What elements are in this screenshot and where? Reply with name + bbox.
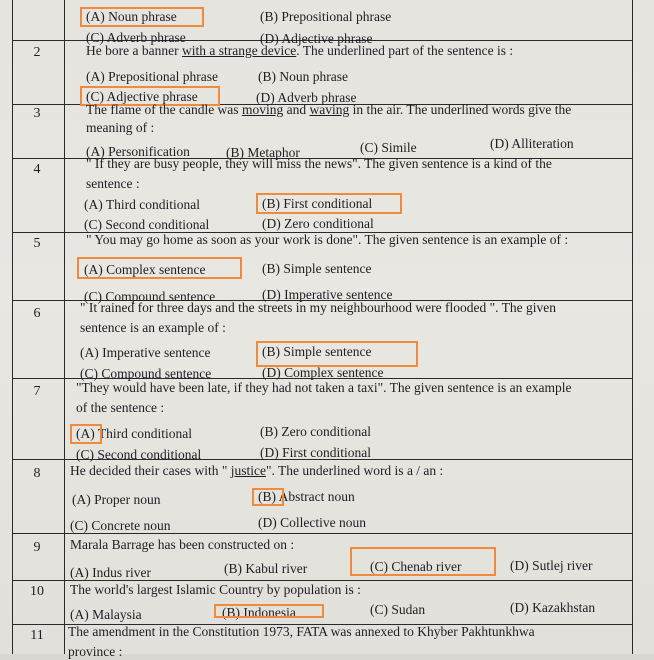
option-b: (B) Metaphor [226, 145, 300, 160]
option-b: (B) Noun phrase [258, 69, 348, 84]
option-c: (C) Compound sentence [80, 366, 212, 381]
option-d: (D) Collective noun [258, 515, 366, 530]
question-number: 2 [33, 45, 41, 60]
option-d: (D) Alliteration [490, 136, 574, 151]
option-a: (A) Prepositional phrase [86, 69, 218, 84]
answer-highlight [70, 424, 102, 444]
question-number: 8 [33, 466, 41, 481]
number-column-divider [64, 0, 65, 654]
question-stem-line2: province : [68, 644, 123, 659]
question-number: 11 [30, 628, 44, 643]
option-d: (D) Imperative sentence [262, 287, 393, 302]
question-number: 10 [30, 584, 44, 599]
option-b: (B) Kabul river [224, 561, 308, 576]
option-a: (A) Proper noun [72, 492, 161, 507]
answer-highlight [256, 193, 402, 214]
question-number: 7 [33, 384, 41, 399]
option-a: (A) Imperative sentence [80, 345, 211, 360]
option-c: (C) Sudan [370, 602, 426, 617]
question-number: 9 [33, 540, 41, 555]
option-a: (A) Malaysia [70, 607, 142, 622]
question-number: 5 [33, 236, 41, 251]
question-stem: The amendment in the Constitution 1973, FATA was annexed to Khyber Pakhtunkhwa [68, 624, 535, 639]
question-stem: " If they are busy people, they will miss the news". The given sentence is a kind of the [86, 156, 552, 171]
question-stem: He decided their cases with " justice". The underlined word is a / an : [70, 463, 444, 478]
answer-highlight [214, 604, 324, 618]
option-c: (C) Compound sentence [84, 289, 216, 304]
option-c: (C) Chenab river [370, 559, 462, 574]
option-a: (A) Indus river [70, 565, 151, 580]
question-number: 3 [33, 106, 41, 121]
option-a: (A) Third conditional [76, 426, 192, 441]
option-d: (D) Adjective phrase [260, 31, 373, 46]
option-a: (A) Personification [86, 144, 190, 159]
option-a: (A) Third conditional [84, 197, 200, 212]
question-number: 6 [33, 306, 41, 321]
option-c: (C) Simile [360, 140, 417, 155]
question-stem-line2: meaning of : [86, 120, 155, 135]
option-b: (B) First conditional [262, 196, 373, 211]
option-d: (D) Adverb phrase [256, 90, 357, 105]
question-number: 4 [33, 162, 41, 177]
option-b: (B) Prepositional phrase [260, 9, 392, 24]
option-c: (C) Adjective phrase [86, 89, 198, 104]
question-stem-line2: sentence is an example of : [80, 320, 226, 335]
answer-highlight [256, 341, 418, 367]
question-stem: " You may go home as soon as your work is done". The given sentence is an example of : [86, 232, 569, 247]
option-b: (B) Indonesia [222, 605, 296, 620]
answer-highlight [77, 257, 242, 279]
answer-highlight [252, 488, 284, 506]
option-c: (C) Second conditional [76, 447, 202, 462]
option-a: (A) Noun phrase [86, 9, 177, 24]
option-c: (C) Second conditional [84, 217, 210, 232]
option-d: (D) Kazakhstan [510, 600, 596, 615]
option-d: (D) Sutlej river [510, 558, 593, 573]
question-stem: The flame of the candle was moving and waving in the air. The underlined words give the [86, 102, 572, 117]
option-a: (A) Complex sentence [84, 262, 206, 277]
question-stem-line2: sentence : [86, 176, 140, 191]
question-stem: The world's largest Islamic Country by population is : [70, 582, 361, 597]
option-c: (C) Adverb phrase [86, 30, 186, 45]
right-border [632, 0, 633, 654]
answer-highlight [80, 7, 204, 27]
option-d: (D) Zero conditional [262, 216, 374, 231]
answer-highlight [350, 547, 496, 576]
question-stem: He bore a banner with a strange device. The underlined part of the sentence is : [86, 43, 514, 58]
option-d: (D) Complex sentence [262, 365, 384, 380]
question-stem: " It rained for three days and the streets in my neighbourhood were flooded ". The given [80, 300, 557, 315]
option-d: (D) First conditional [260, 445, 371, 460]
option-c: (C) Concrete noun [70, 518, 171, 533]
question-stem: "They would have been late, if they had not taken a taxi". The given sentence is an example [76, 380, 572, 395]
question-stem-line2: of the sentence : [76, 400, 165, 415]
option-b: (B) Zero conditional [260, 424, 371, 439]
option-b: (B) Abstract noun [258, 489, 355, 504]
option-b: (B) Simple sentence [262, 344, 372, 359]
question-stem: Marala Barrage has been constructed on : [70, 537, 295, 552]
option-b: (B) Simple sentence [262, 261, 372, 276]
